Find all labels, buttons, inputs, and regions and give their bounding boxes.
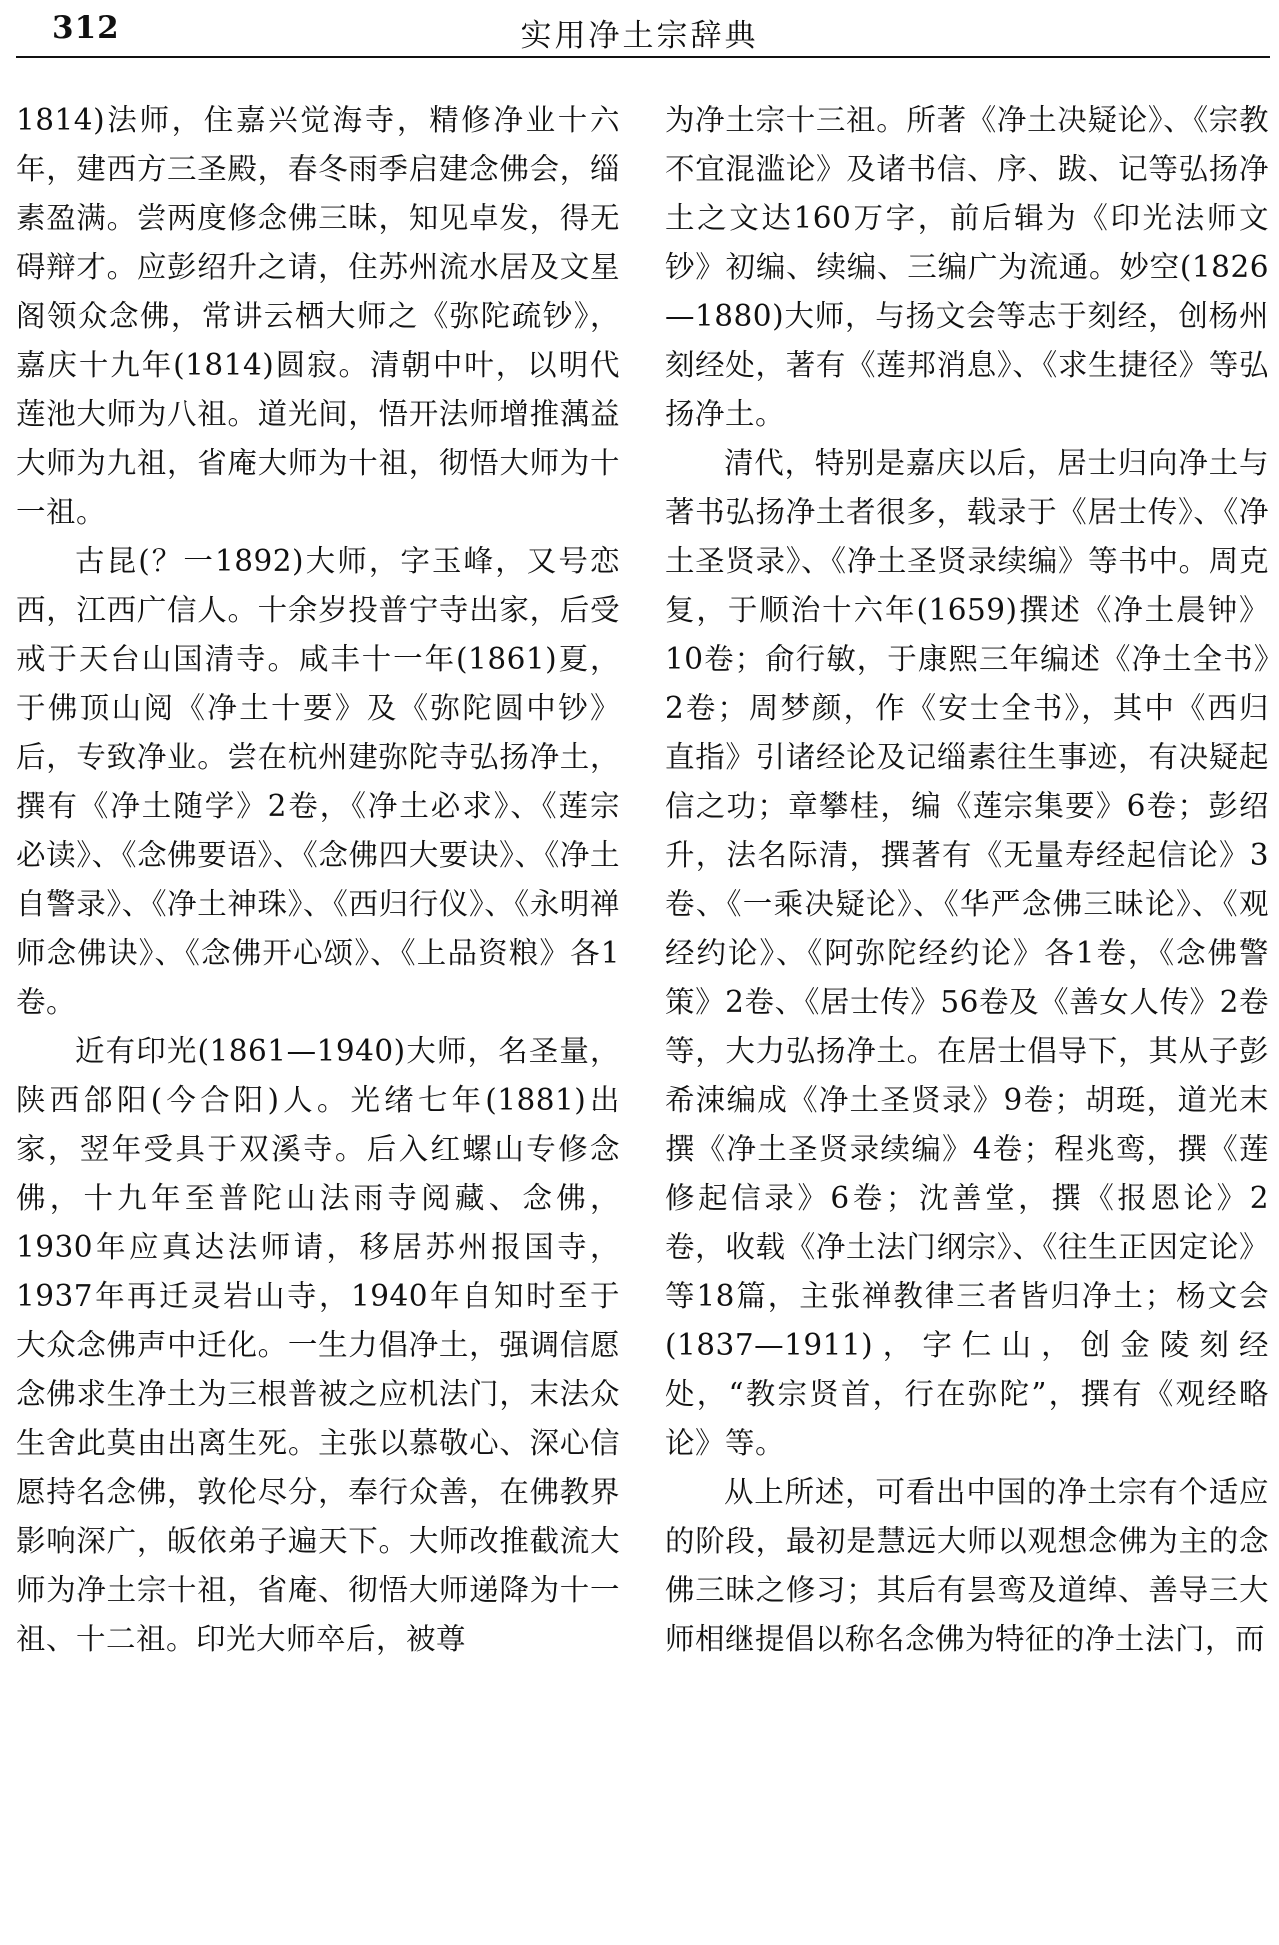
- paragraph: 清代，特别是嘉庆以后，居士归向净土与著书弘扬净土者很多，载录于《居士传》、《净土圣贤录》、《净土圣贤录续编》等书中。周克复，于顺治十六年(1659)撰述《净土晨钟》10卷；俞行敏，于康熙三年编述《净土全书》2卷；周梦颜，作《安士全书》，其中《西归直指》引诸经论及记缁素往生事迹，有决疑起信之功；章攀桂，编《莲宗集要》6卷；彭绍升，法名际清，撰著有《无量寿经起信论》3卷、《一乘决疑论》、《华严念佛三昧论》、《观经约论》、《阿弥陀经约论》各1卷，《念佛警策》2卷、《居士传》56卷及《善女人传》2卷等，大力弘扬净土。在居士倡导下，其从子彭希涑编成《净土圣贤录》9卷；胡珽，道光末撰《净土圣贤录续编》4卷；程兆鸾，撰《莲修起信录》6卷；沈善堂，撰《报恩论》2卷，收载《净土法门纲宗》、《往生正因定论》等18篇，主张禅教律三者皆归净土；杨文会(1837—1911)，字仁山，创金陵刻经处，“教宗贤首，行在弥陀”，撰有《观经略论》等。: [665, 446, 1269, 1460]
- page-number: 312: [52, 10, 120, 46]
- paragraph: 1814)法师，住嘉兴觉海寺，精修净业十六年，建西方三圣殿，春冬雨季启建念佛会，缁素盈满。尝两度修念佛三昧，知见卓发，得无碍辩才。应彭绍升之请，住苏州流水居及文星阁领众念佛，常讲云栖大师之《弥陀疏钞》，嘉庆十九年(1814)圆寂。清朝中叶，以明代莲池大师为八祖。道光间，悟开法师增推蕅益大师为九祖，省庵大师为十祖，彻悟大师为十一祖。: [16, 103, 620, 529]
- paragraph: 从上所述，可看出中国的净土宗有个适应的阶段，最初是慧远大师以观想念佛为主的念佛三昧之修习；其后有昙鸾及道绰、善导三大师相继提倡以称名念佛为特征的净土法门，而: [665, 1475, 1269, 1656]
- header-rule: [16, 56, 1270, 58]
- page-header: [0, 0, 1279, 58]
- paragraph: 古昆(？一1892)大师，字玉峰，又号恋西，江西广信人。十余岁投普宁寺出家，后受戒于天台山国清寺。咸丰十一年(1861)夏，于佛顶山阅《净土十要》及《弥陀圆中钞》后，专致净业。尝在杭州建弥陀寺弘扬净土，撰有《净土随学》2卷，《净土必求》、《莲宗必读》、《念佛要语》、《念佛四大要诀》、《净土自警录》、《净土神珠》、《西归行仪》、《永明禅师念佛诀》、《念佛开心颂》、《上品资粮》各1卷。: [16, 544, 620, 1019]
- right-column: [665, 96, 1269, 1664]
- paragraph: 近有印光(1861—1940)大师，名圣量，陕西郃阳(今合阳)人。光绪七年(1881)出家，翌年受具于双溪寺。后入红螺山专修念佛，十九年至普陀山法雨寺阅藏、念佛，1930年应真达法师请，移居苏州报国寺，1937年再迁灵岩山寺，1940年自知时至于大众念佛声中迁化。一生力倡净土，强调信愿念佛求生净土为三根普被之应机法门，末法众生舍此莫由出离生死。主张以慕敬心、深心信愿持名念佛，敦伦尽分，奉行众善，在佛教界影响深广，皈依弟子遍天下。大师改推截流大师为净土宗十祖，省庵、彻悟大师递降为十一祖、十二祖。印光大师卒后，被尊: [16, 1034, 620, 1656]
- running-title: 实用净土宗辞典: [520, 18, 759, 54]
- paragraph: 为净土宗十三祖。所著《净土决疑论》、《宗教不宜混滥论》及诸书信、序、跋、记等弘扬净土之文达160万字，前后辑为《印光法师文钞》初编、续编、三编广为流通。妙空(1826—1880)大师，与扬文会等志于刻经，创杨州刻经处，著有《莲邦消息》、《求生捷径》等弘扬净土。: [665, 103, 1269, 431]
- left-column: [16, 96, 620, 1664]
